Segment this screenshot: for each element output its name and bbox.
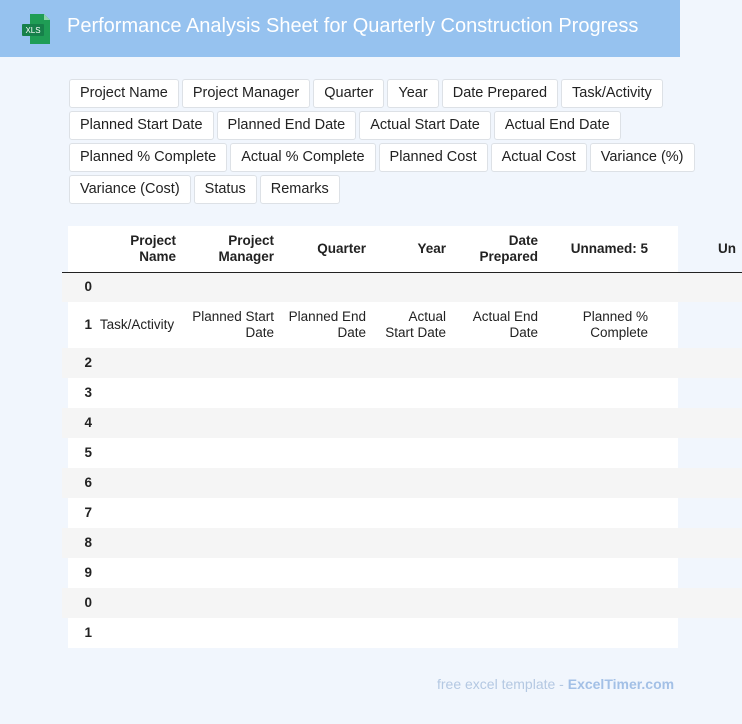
table-cell[interactable] bbox=[372, 348, 452, 378]
table-cell[interactable] bbox=[452, 558, 544, 588]
table-row bbox=[62, 498, 742, 528]
column-header: Date Prepared bbox=[452, 226, 544, 272]
table-header-row bbox=[62, 226, 742, 272]
column-chip[interactable]: Remarks bbox=[260, 175, 340, 204]
table-cell[interactable] bbox=[182, 408, 280, 438]
row-index: 3 bbox=[84, 385, 92, 400]
table-cell[interactable] bbox=[452, 588, 544, 618]
header-bar bbox=[0, 0, 680, 57]
table-cell[interactable] bbox=[182, 378, 280, 408]
row-index: 7 bbox=[84, 505, 92, 520]
table-cell[interactable] bbox=[182, 348, 280, 378]
table-row bbox=[62, 348, 742, 378]
table-cell[interactable]: Planned % Complete bbox=[582, 309, 648, 340]
footer-brand-link[interactable]: ExcelTimer.com bbox=[567, 676, 675, 692]
table-cell[interactable] bbox=[654, 378, 742, 408]
table-cell[interactable] bbox=[92, 618, 182, 648]
column-chip-list bbox=[69, 79, 704, 204]
table-cell[interactable] bbox=[92, 378, 182, 408]
table-cell[interactable] bbox=[452, 468, 544, 498]
column-chip[interactable]: Status bbox=[194, 175, 257, 204]
table-row bbox=[62, 558, 742, 588]
table-cell[interactable]: Actual Start Date bbox=[385, 309, 446, 340]
column-chip[interactable]: Variance (Cost) bbox=[69, 175, 191, 204]
table-cell[interactable] bbox=[372, 588, 452, 618]
column-header: Year bbox=[372, 226, 452, 272]
table-cell[interactable] bbox=[182, 468, 280, 498]
table-row bbox=[62, 302, 742, 348]
table-cell[interactable] bbox=[452, 438, 544, 468]
row-index: 8 bbox=[62, 528, 92, 558]
row-index: 1 bbox=[84, 317, 92, 332]
table-cell[interactable] bbox=[544, 498, 654, 528]
table-cell[interactable] bbox=[452, 528, 544, 558]
column-chip[interactable]: Project Manager bbox=[182, 79, 310, 108]
table-cell[interactable] bbox=[92, 272, 182, 302]
row-index: 1 bbox=[84, 625, 92, 640]
column-header: Quarter bbox=[280, 226, 372, 272]
table-cell[interactable] bbox=[280, 528, 372, 558]
row-index: 0 bbox=[62, 272, 92, 302]
table-cell[interactable] bbox=[544, 558, 654, 588]
table-cell[interactable] bbox=[544, 618, 654, 648]
table-cell[interactable] bbox=[92, 408, 182, 438]
column-header: Project Manager bbox=[182, 226, 280, 272]
table-row bbox=[62, 272, 742, 302]
table-cell[interactable] bbox=[654, 348, 742, 378]
table-cell[interactable] bbox=[452, 618, 544, 648]
column-chip[interactable]: Planned Cost bbox=[379, 143, 488, 172]
table-cell[interactable] bbox=[544, 272, 654, 302]
table-row bbox=[62, 378, 742, 408]
table-cell[interactable] bbox=[182, 588, 280, 618]
table-cell[interactable] bbox=[452, 348, 544, 378]
row-index: 0 bbox=[62, 588, 92, 618]
table-cell[interactable] bbox=[452, 272, 544, 302]
table-cell[interactable] bbox=[280, 618, 372, 648]
table-cell[interactable]: Task/Activity bbox=[99, 317, 175, 332]
data-table bbox=[62, 226, 742, 648]
table-cell[interactable] bbox=[92, 588, 182, 618]
column-chip[interactable]: Project Name bbox=[69, 79, 179, 108]
excel-file-icon bbox=[22, 14, 50, 44]
footer-credit bbox=[437, 676, 674, 692]
table-cell[interactable] bbox=[92, 498, 182, 528]
table-cell[interactable] bbox=[182, 528, 280, 558]
table-cell[interactable] bbox=[544, 438, 654, 468]
column-chip[interactable]: Actual Cost bbox=[491, 143, 587, 172]
row-index: 4 bbox=[62, 408, 92, 438]
column-chip[interactable]: Task/Activity bbox=[561, 79, 663, 108]
table-row bbox=[62, 528, 742, 558]
footer-prefix: free excel template - bbox=[437, 676, 568, 692]
table-cell[interactable] bbox=[372, 408, 452, 438]
column-chip[interactable]: Actual % Complete bbox=[230, 143, 375, 172]
table-row bbox=[62, 618, 742, 648]
table-cell[interactable]: Actual End Date bbox=[472, 309, 538, 340]
table-cell[interactable] bbox=[92, 348, 182, 378]
table-cell[interactable] bbox=[280, 348, 372, 378]
table-cell[interactable] bbox=[280, 468, 372, 498]
column-chip[interactable]: Planned Start Date bbox=[69, 111, 214, 140]
table-cell[interactable] bbox=[544, 408, 654, 438]
table-cell[interactable] bbox=[654, 438, 742, 468]
table-cell[interactable] bbox=[280, 498, 372, 528]
table-cell[interactable] bbox=[92, 438, 182, 468]
table-body bbox=[62, 272, 742, 648]
column-header bbox=[62, 226, 92, 272]
table-cell[interactable] bbox=[654, 272, 742, 302]
table-cell[interactable] bbox=[654, 588, 742, 618]
row-index: 6 bbox=[62, 468, 92, 498]
table-cell[interactable] bbox=[280, 438, 372, 468]
column-chip[interactable]: Planned End Date bbox=[217, 111, 357, 140]
table-cell[interactable] bbox=[372, 378, 452, 408]
column-chip[interactable]: Variance (%) bbox=[590, 143, 695, 172]
table-row bbox=[62, 408, 742, 438]
table-cell[interactable] bbox=[182, 618, 280, 648]
table-cell[interactable] bbox=[544, 378, 654, 408]
table-row bbox=[62, 438, 742, 468]
table-cell[interactable] bbox=[452, 378, 544, 408]
table-cell[interactable] bbox=[280, 588, 372, 618]
column-chip[interactable]: Actual End Date bbox=[494, 111, 621, 140]
table-cell[interactable] bbox=[372, 498, 452, 528]
table-cell[interactable] bbox=[654, 498, 742, 528]
table-cell[interactable] bbox=[654, 468, 742, 498]
table-cell[interactable] bbox=[92, 558, 182, 588]
table-cell[interactable] bbox=[654, 408, 742, 438]
table-cell[interactable] bbox=[280, 558, 372, 588]
svg-text:XLS: XLS bbox=[25, 26, 41, 35]
table-cell[interactable] bbox=[372, 438, 452, 468]
column-chip[interactable]: Date Prepared bbox=[442, 79, 558, 108]
table-cell[interactable] bbox=[372, 528, 452, 558]
table-cell[interactable] bbox=[544, 348, 654, 378]
table-cell[interactable] bbox=[654, 528, 742, 558]
table-cell[interactable] bbox=[372, 468, 452, 498]
column-chip[interactable]: Planned % Complete bbox=[69, 143, 227, 172]
column-header: Unnamed: 5 bbox=[544, 226, 654, 272]
table-cell[interactable] bbox=[452, 498, 544, 528]
table-cell[interactable] bbox=[654, 302, 742, 348]
column-header: Project Name bbox=[92, 226, 182, 272]
table-cell[interactable] bbox=[654, 558, 742, 588]
table-cell[interactable] bbox=[372, 558, 452, 588]
column-header: Un bbox=[654, 226, 742, 272]
column-chip[interactable]: Quarter bbox=[313, 79, 384, 108]
page-title: Performance Analysis Sheet for Quarterly Construction Progress bbox=[67, 15, 639, 37]
table-cell[interactable] bbox=[182, 558, 280, 588]
table-cell[interactable] bbox=[372, 272, 452, 302]
table-cell[interactable] bbox=[182, 438, 280, 468]
table-cell[interactable] bbox=[92, 528, 182, 558]
table-cell[interactable]: Planned Start Date bbox=[192, 309, 274, 340]
column-chip[interactable]: Year bbox=[387, 79, 438, 108]
table-row bbox=[62, 588, 742, 618]
table-cell[interactable] bbox=[182, 272, 280, 302]
data-table-container[interactable] bbox=[68, 226, 736, 648]
table-cell[interactable] bbox=[544, 588, 654, 618]
row-index: 5 bbox=[84, 445, 92, 460]
table-cell[interactable] bbox=[280, 378, 372, 408]
table-cell[interactable] bbox=[544, 468, 654, 498]
table-cell[interactable] bbox=[372, 618, 452, 648]
table-cell[interactable] bbox=[280, 408, 372, 438]
table-cell[interactable] bbox=[654, 618, 742, 648]
column-chip[interactable]: Actual Start Date bbox=[359, 111, 491, 140]
table-cell[interactable] bbox=[280, 272, 372, 302]
table-cell[interactable] bbox=[452, 408, 544, 438]
table-cell[interactable]: Planned End Date bbox=[288, 309, 366, 340]
table-row bbox=[62, 468, 742, 498]
table-cell[interactable] bbox=[92, 468, 182, 498]
row-index: 9 bbox=[84, 565, 92, 580]
table-cell[interactable] bbox=[544, 528, 654, 558]
table-cell[interactable] bbox=[182, 498, 280, 528]
row-index: 2 bbox=[62, 348, 92, 378]
